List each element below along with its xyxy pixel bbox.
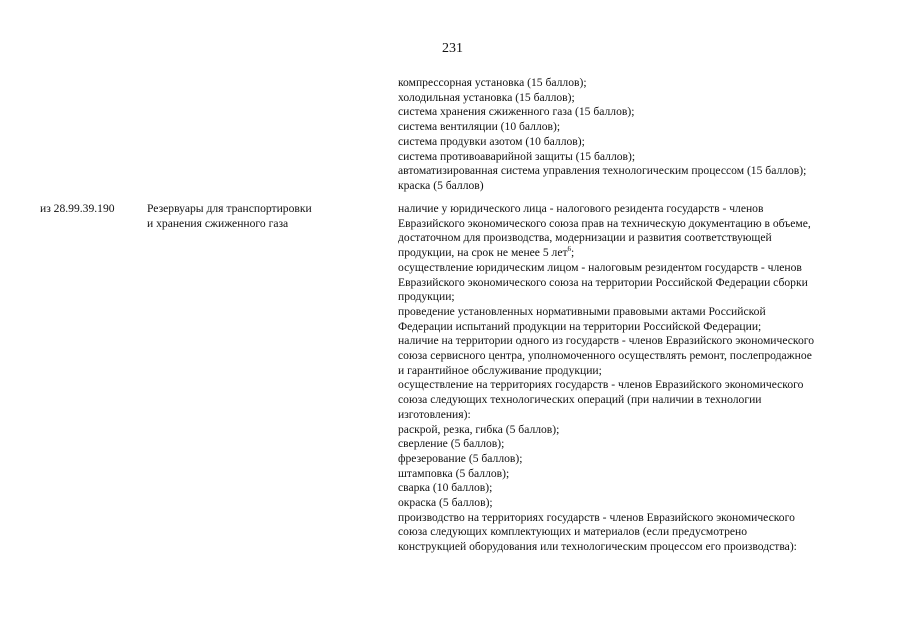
page-number: 231 — [442, 41, 463, 56]
requirement-line: окраска (5 баллов); — [398, 496, 493, 510]
requirement-line: проведение установленных нормативными правовыми актами Российской — [398, 304, 766, 318]
requirement-line: система вентиляции (10 баллов); — [398, 120, 561, 134]
footnote-mark: 6 — [567, 245, 572, 254]
requirement-line: и гарантийное обслуживание продукции; — [398, 363, 602, 377]
requirement-line-with-footnote — [398, 246, 868, 261]
requirement-line: производство на территориях государств - членов Евразийского экономического — [398, 510, 795, 524]
product-requirements — [398, 202, 868, 555]
requirement-line: достаточном для производства, модернизации и развития соответствующей — [398, 231, 772, 245]
requirement-line: союза следующих технологических операций (при наличии в технологии — [398, 393, 762, 407]
requirement-line: раскрой, резка, гибка (5 баллов); — [398, 422, 560, 436]
requirement-line: конструкцией оборудования или технологическим процессом его производства): — [398, 540, 797, 554]
requirement-line: осуществление юридическим лицом - налоговым резидентом государств - членов — [398, 260, 802, 274]
product-name-line: Резервуары для транспортировки — [147, 202, 312, 215]
requirement-line: наличие у юридического лица - налогового резидента государств - членов — [398, 202, 764, 215]
requirement-line: союза сервисного центра, уполномоченного осуществлять ремонт, послепродажное — [398, 349, 812, 363]
requirement-line: система продувки азотом (10 баллов); — [398, 134, 585, 148]
requirement-line: холодильная установка (15 баллов); — [398, 90, 575, 104]
requirement-line: фрезерование (5 баллов); — [398, 451, 523, 465]
requirement-line: Евразийского экономического союза прав на техническую документацию в объеме, — [398, 216, 811, 230]
requirement-line: сверление (5 баллов); — [398, 437, 505, 451]
requirement-line: Федерации испытаний продукции на территории Российской Федерации; — [398, 319, 762, 333]
requirement-line: союза следующих комплектующих и материалов (если предусмотрено — [398, 525, 748, 539]
requirement-line: краска (5 баллов) — [398, 178, 484, 192]
requirement-text: продукции, на срок не менее 5 лет — [398, 246, 568, 260]
requirement-line: осуществление на территориях государств - членов Евразийского экономического — [398, 378, 804, 392]
requirement-line: наличие на территории одного из государств - членов Евразийского экономического — [398, 334, 815, 348]
footnote-tail: ; — [571, 246, 575, 260]
continuation-requirements — [398, 76, 868, 194]
requirement-line: штамповка (5 баллов); — [398, 466, 510, 480]
product-name — [147, 202, 312, 231]
product-code: из 28.99.39.190 — [40, 202, 115, 215]
requirement-line: продукции; — [398, 290, 455, 304]
requirement-line: автоматизированная система управления технологическим процессом (15 баллов); — [398, 164, 807, 178]
requirement-line: компрессорная установка (15 баллов); — [398, 76, 587, 89]
requirement-line: система противоаварийной защиты (15 баллов); — [398, 149, 636, 163]
requirement-line: система хранения сжиженного газа (15 баллов); — [398, 105, 635, 119]
requirement-line: изготовления): — [398, 407, 471, 421]
requirement-line: сварка (10 баллов); — [398, 481, 493, 495]
product-name-line: и хранения сжиженного газа — [147, 216, 289, 230]
requirement-line: Евразийского экономического союза на территории Российской Федерации сборки — [398, 275, 808, 289]
